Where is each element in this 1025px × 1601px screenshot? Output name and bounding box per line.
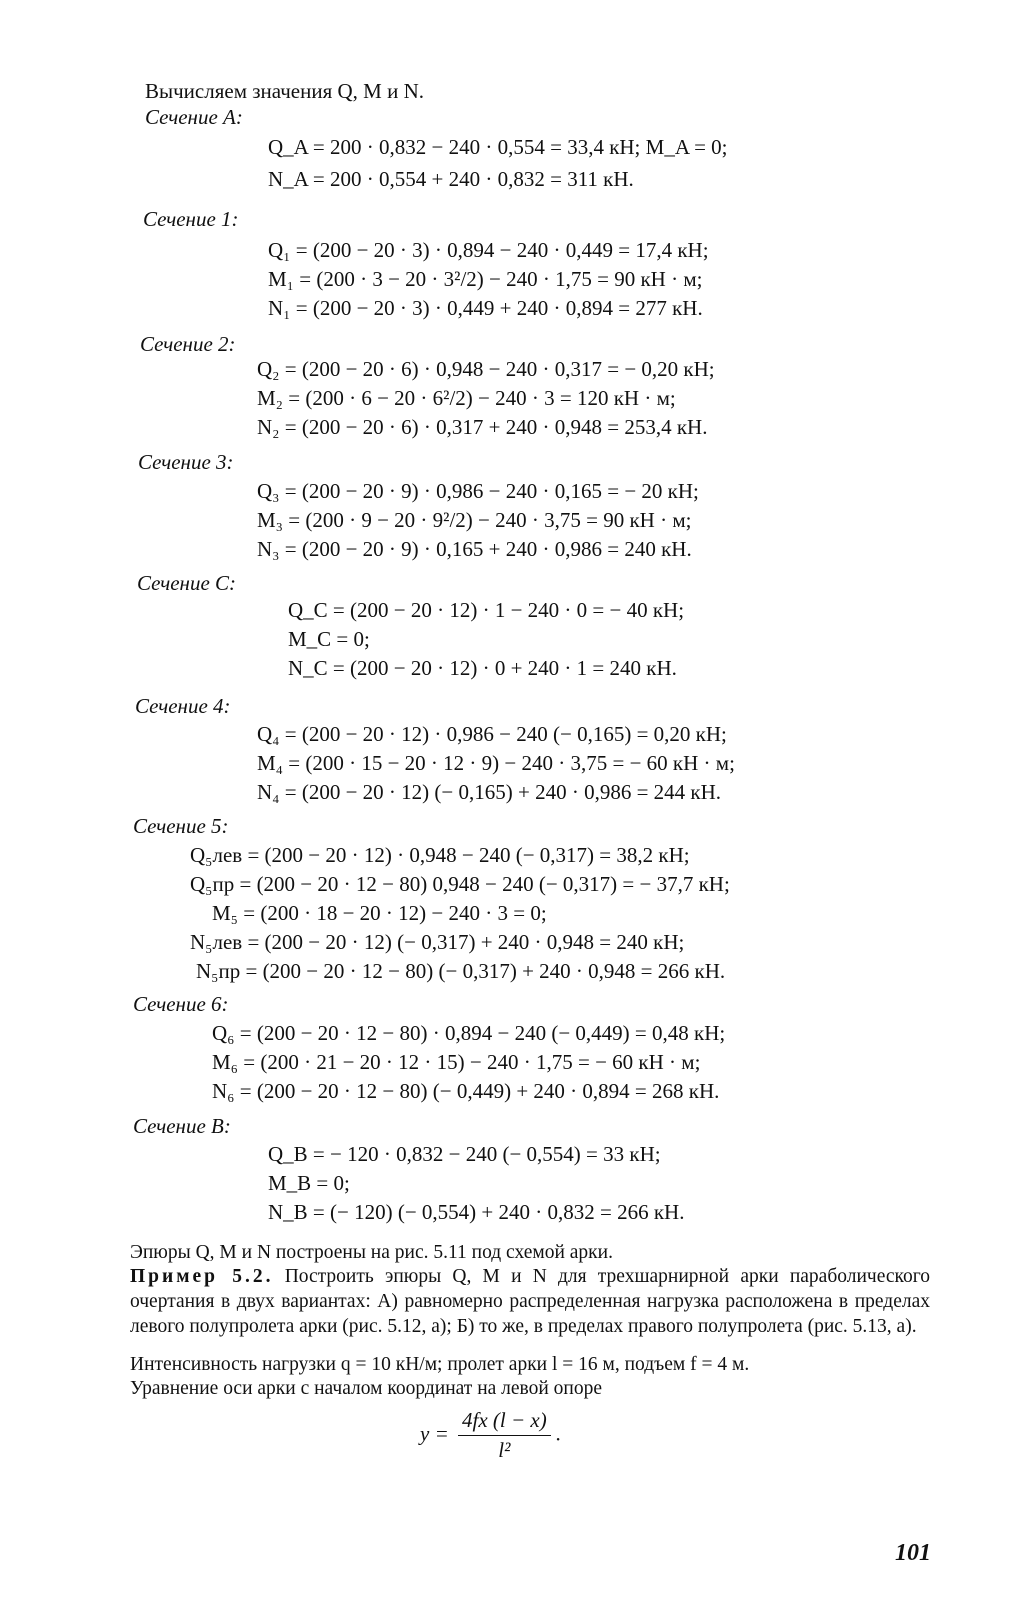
section-6-heading: Сечение 6:: [133, 992, 229, 1016]
section-a-heading: Сечение A:: [145, 105, 243, 129]
axis-equation-paragraph: Уравнение оси арки с началом координат на левой опоре: [130, 1378, 603, 1399]
section-3-eq-1: Q₃ = (200 − 20 · 9) · 0,986 − 240 · 0,165 = − 20 кН;: [257, 479, 699, 503]
section-4-eq-2: M₄ = (200 · 15 − 20 · 12 · 9) − 240 · 3,75 = − 60 кН · м;: [257, 751, 735, 775]
section-6-eq-2: M₆ = (200 · 21 − 20 · 12 · 15) − 240 · 1,75 = − 60 кН · м;: [212, 1050, 701, 1074]
section-5-eq-1: Q₅лев = (200 − 20 · 12) · 0,948 − 240 (− 0,317) = 38,2 кН;: [190, 843, 690, 867]
intro-line: Вычисляем значения Q, M и N.: [145, 79, 425, 103]
diagrams-paragraph: Эпюры Q, M и N построены на рис. 5.11 под схемой арки.: [130, 1242, 613, 1263]
page-number: 101: [895, 1540, 931, 1566]
section-a-eq-2: N_A = 200 · 0,554 + 240 · 0,832 = 311 кН.: [268, 167, 634, 191]
section-6-eq-1: Q₆ = (200 − 20 · 12 − 80) · 0,894 − 240 (− 0,449) = 0,48 кН;: [212, 1021, 726, 1045]
formula-end: .: [555, 1421, 562, 1446]
section-1-eq-3: N₁ = (200 − 20 · 3) · 0,449 + 240 · 0,894 = 277 кН.: [268, 296, 703, 320]
section-5-eq-3: M₅ = (200 · 18 − 20 · 12) − 240 · 3 = 0;: [212, 901, 547, 925]
section-2-eq-1: Q₂ = (200 − 20 · 6) · 0,948 − 240 · 0,317 = − 0,20 кН;: [257, 357, 715, 381]
section-5-eq-5: N₅пр = (200 − 20 · 12 − 80) (− 0,317) + 240 · 0,948 = 266 кН.: [196, 959, 726, 983]
section-4-eq-3: N₄ = (200 − 20 · 12) (− 0,165) + 240 · 0,986 = 244 кН.: [257, 780, 722, 804]
section-b-eq-1: Q_B = − 120 · 0,832 − 240 (− 0,554) = 33 кН;: [268, 1142, 661, 1166]
example-label: Пример 5.2.: [130, 1266, 274, 1287]
arch-axis-formula: [420, 1408, 561, 1463]
section-2-eq-3: N₂ = (200 − 20 · 6) · 0,317 + 240 · 0,948 = 253,4 кН.: [257, 415, 708, 439]
section-1-heading: Сечение 1:: [143, 207, 239, 231]
section-2-eq-2: M₂ = (200 · 6 − 20 · 6²/2) − 240 · 3 = 120 кН · м;: [257, 386, 676, 410]
section-3-eq-2: M₃ = (200 · 9 − 20 · 9²/2) − 240 · 3,75 = 90 кН · м;: [257, 508, 692, 532]
section-c-eq-2: M_C = 0;: [288, 627, 370, 651]
section-c-heading: Сечение C:: [137, 571, 237, 595]
section-2-heading: Сечение 2:: [140, 332, 236, 356]
section-b-heading: Сечение B:: [133, 1114, 231, 1138]
section-b-eq-2: M_B = 0;: [268, 1171, 350, 1195]
example-text: Построить эпюры Q, M и N для трехшарнирной арки параболического очертания в двух вариантах: А) равномерно распределенная нагрузка расположена в пределах левого полупролета арки (рис. 5.12, а); Б) то же, в пределах правого полупролета (рис. 5.13, а).: [130, 1266, 931, 1337]
section-3-heading: Сечение 3:: [138, 450, 234, 474]
section-4-heading: Сечение 4:: [135, 694, 231, 718]
section-c-eq-3: N_C = (200 − 20 · 12) · 0 + 240 · 1 = 240 кН.: [288, 656, 677, 680]
formula-denominator: l²: [498, 1438, 511, 1462]
section-b-eq-3: N_B = (− 120) (− 0,554) + 240 · 0,832 = 266 кН.: [268, 1200, 685, 1224]
formula-fraction: [458, 1408, 551, 1463]
section-c-eq-1: Q_C = (200 − 20 · 12) · 1 − 240 · 0 = − 40 кН;: [288, 598, 685, 622]
section-4-eq-1: Q₄ = (200 − 20 · 12) · 0,986 − 240 (− 0,165) = 0,20 кН;: [257, 722, 727, 746]
section-5-eq-4: N₅лев = (200 − 20 · 12) (− 0,317) + 240 · 0,948 = 240 кН;: [190, 930, 685, 954]
section-5-heading: Сечение 5:: [133, 814, 229, 838]
section-6-eq-3: N₆ = (200 − 20 · 12 − 80) (− 0,449) + 240 · 0,894 = 268 кН.: [212, 1079, 720, 1103]
section-a-eq-1: Q_A = 200 · 0,832 − 240 · 0,554 = 33,4 кН; M_A = 0;: [268, 135, 728, 159]
formula-numerator: 4fx (l − x): [458, 1408, 551, 1436]
example-paragraph: [130, 1264, 930, 1339]
load-paragraph: Интенсивность нагрузки q = 10 кН/м; пролет арки l = 16 м, подъем f = 4 м.: [130, 1354, 750, 1375]
section-3-eq-3: N₃ = (200 − 20 · 9) · 0,165 + 240 · 0,986 = 240 кН.: [257, 537, 692, 561]
section-1-eq-1: Q₁ = (200 − 20 · 3) · 0,894 − 240 · 0,449 = 17,4 кН;: [268, 238, 709, 262]
section-1-eq-2: M₁ = (200 · 3 − 20 · 3²/2) − 240 · 1,75 = 90 кН · м;: [268, 267, 703, 291]
section-5-eq-2: Q₅пр = (200 − 20 · 12 − 80) 0,948 − 240 (− 0,317) = − 37,7 кН;: [190, 872, 730, 896]
formula-lhs: y =: [420, 1421, 449, 1446]
